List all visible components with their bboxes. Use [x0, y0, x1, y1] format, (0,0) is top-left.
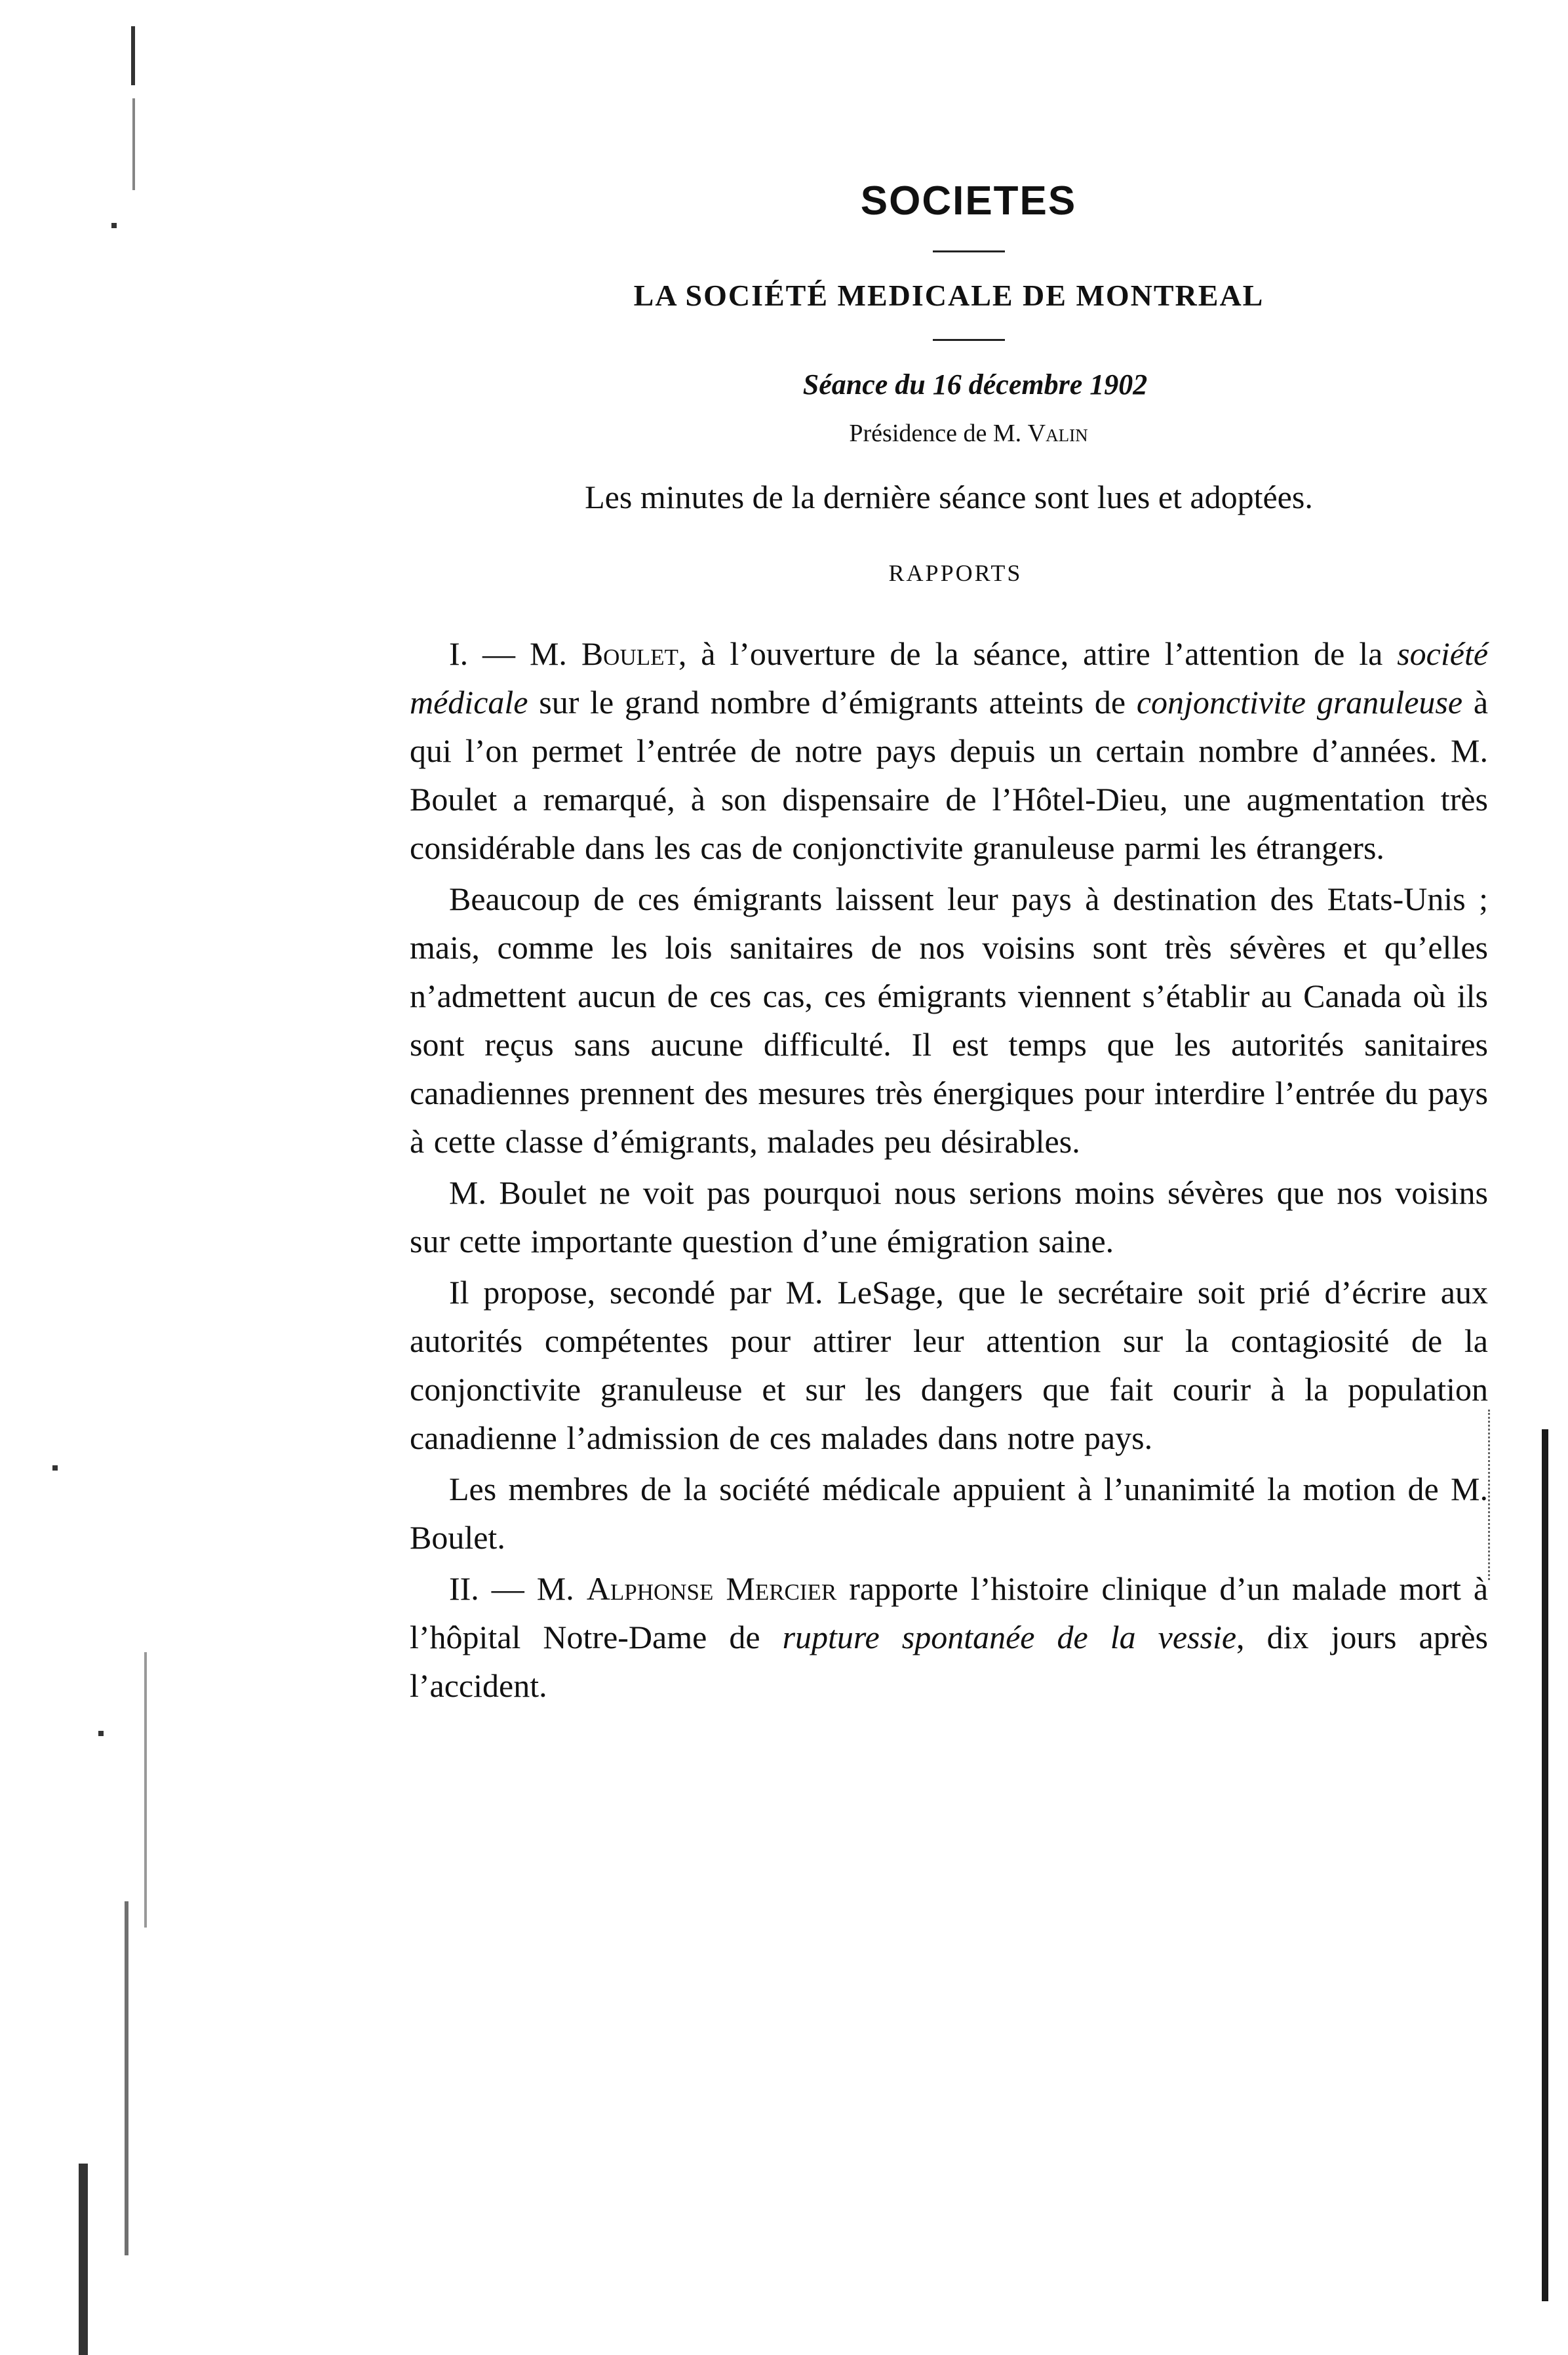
speaker-name: Alphonse Mercier — [586, 1570, 837, 1607]
italic-term: rupture spontanée de la vessie — [782, 1618, 1237, 1655]
speaker-name: Boulet — [581, 635, 678, 672]
society-name: LA SOCIÉTÉ MEDICALE DE MONTREAL — [633, 279, 1264, 313]
reports-heading: RAPPORTS — [888, 560, 1023, 587]
right-margin-dots — [1488, 1410, 1493, 1580]
intro-text: Les minutes de la dernière séance sont lues et adoptées. — [585, 479, 1313, 516]
president-name: Valin — [1027, 419, 1088, 447]
paragraph-report-1 — [410, 629, 1488, 872]
paragraph-2: Beaucoup de ces émigrants laissent leur pays à destination des Etats-Unis ; mais, comme les lois sanitaires de nos voisins sont très sévères et qu’elles n’admettent aucun de ces cas, ces émigrants viennent s’établir au Canada où ils sont reçus sans aucune difficulté. Il est temps que les autorités sanitaires canadiennes prennent des mesures très énergiques pour interdire l’entrée du pays à cette classe d’émigrants, malades peu désirables. — [410, 880, 1488, 1160]
left-margin-scan-marks — [46, 0, 151, 2355]
session-date: Séance du 16 décembre 1902 — [802, 368, 1148, 401]
paragraph-report-2 — [410, 1564, 1488, 1710]
paragraph-3: M. Boulet ne voit pas pourquoi nous serions moins sévères que nos voisins sur cette importante question d’une émigration saine. — [410, 1174, 1488, 1259]
italic-term: conjonctivite granuleuse — [1136, 683, 1463, 721]
right-margin-bar — [1542, 1429, 1548, 2301]
divider-rule — [933, 339, 1005, 341]
presidency-line — [449, 418, 1488, 450]
paragraph-5: Les membres de la société médicale appuient à l’unanimité la motion de M. Boulet. — [410, 1470, 1488, 1556]
report-number: II. — M. — [449, 1570, 574, 1607]
paragraph-text: rapporte l’histoire clinique d’un malade mort à l’hôpital Notre-Dame de — [410, 1570, 1489, 1655]
italic-term: société médicale — [410, 635, 1489, 721]
paragraph-text: sur le grand nombre d’émigrants atteints de — [539, 683, 1126, 721]
section-title: SOCIETES — [860, 178, 1077, 224]
paragraph-4: Il propose, secondé par M. LeSage, que le secrétaire soit prié d’écrire aux autorités compétentes pour attirer leur attention sur la contagiosité de la conjonctivite granuleuse et sur les dangers que fait courir à la population canadienne l’admission de ces malades dans notre pays. — [410, 1273, 1488, 1456]
paragraph-text: à qui l’on permet l’entrée de notre pays depuis un certain nombre d’années. M. Boulet a remarqué, à son dispensaire de l’Hôtel-Dieu, une augmentation très considérable dans les cas de conjonctivite granuleuse parmi les étrangers. — [410, 683, 1489, 866]
presidency-prefix: Présidence de M. — [849, 419, 1022, 447]
divider-rule — [933, 250, 1005, 252]
paragraph-text: , à l’ouverture de la séance, attire l’attention de la — [678, 635, 1383, 672]
report-number: I. — M. — [449, 635, 567, 672]
paragraph-text: , dix jours après l’accident. — [410, 1618, 1489, 1704]
article — [410, 177, 1488, 1712]
